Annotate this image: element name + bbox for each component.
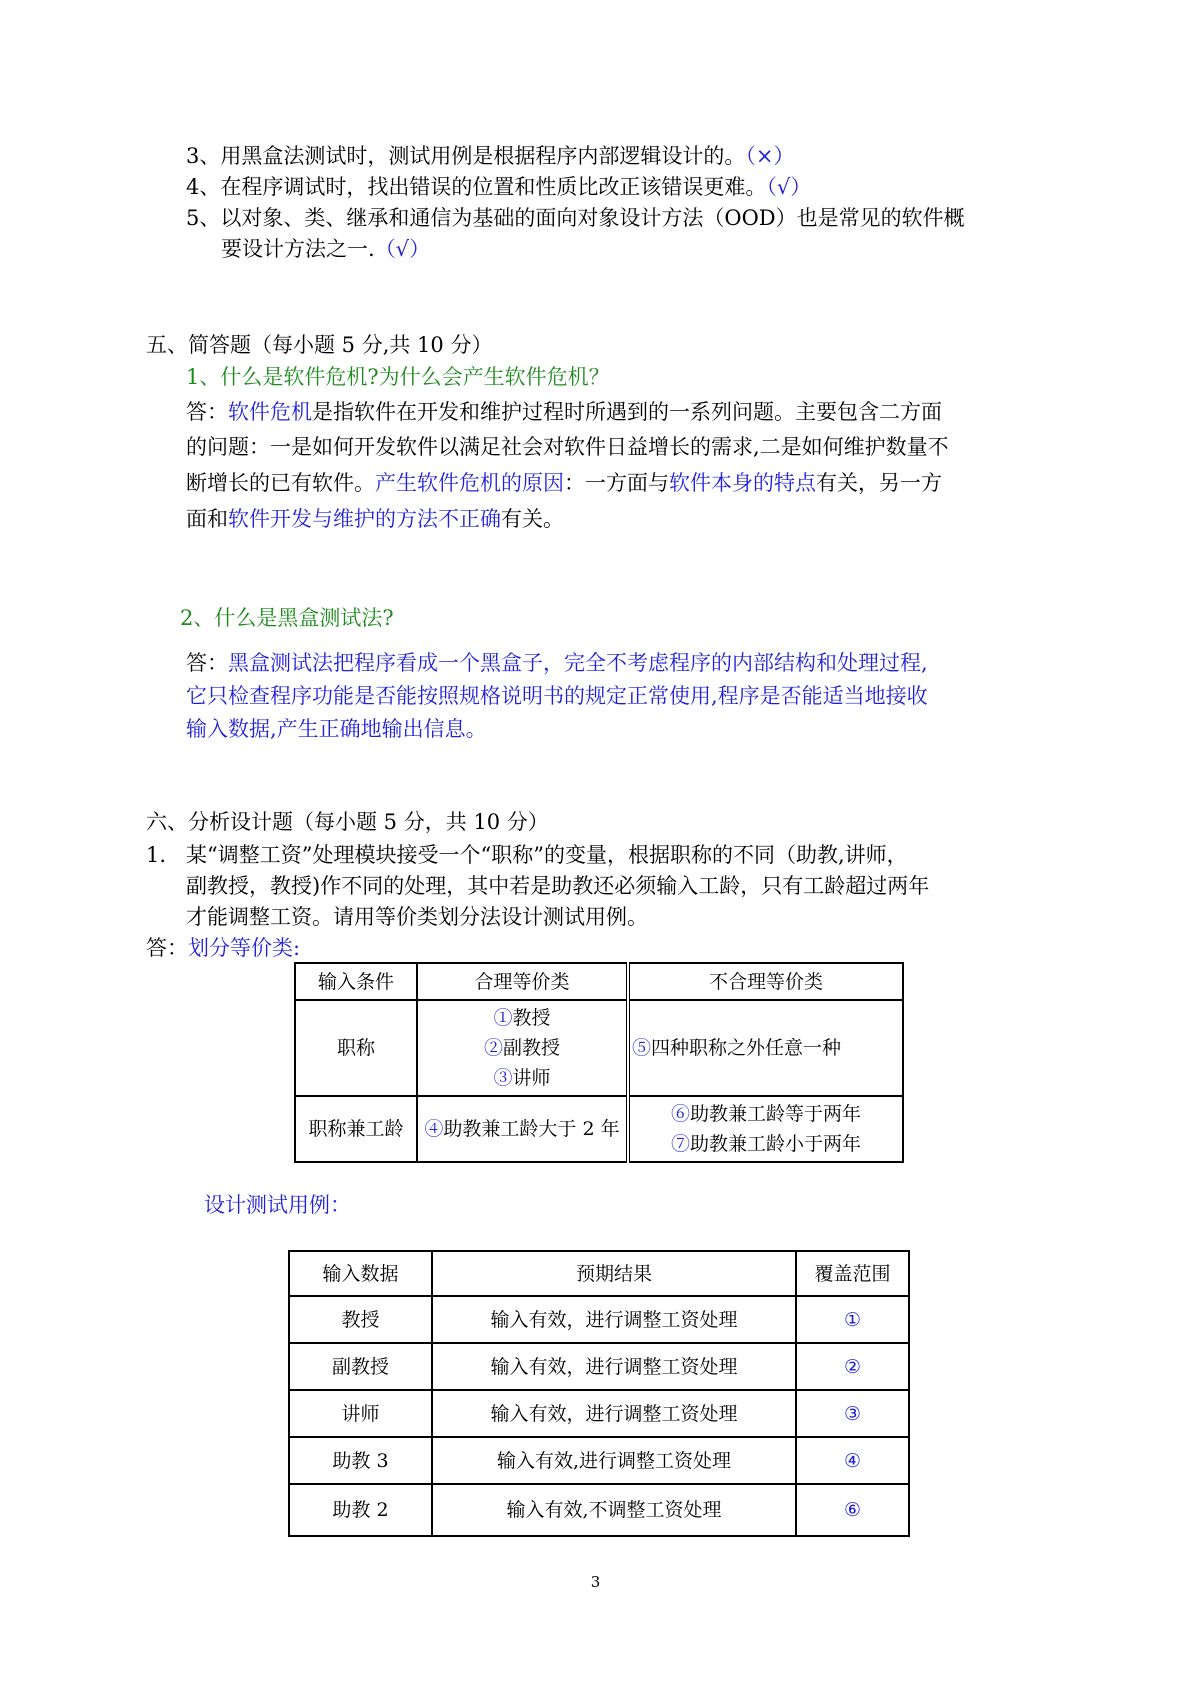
table-cell: [417, 1096, 628, 1162]
answer-text: 是指软件在开发和维护过程时所遇到的一系列问题。主要包含二方面: [312, 400, 942, 424]
valid-class-label: 讲师: [512, 1067, 551, 1089]
answer-term: 软件本身的特点: [669, 471, 816, 495]
expected-cell: 输入有效，进行调整工资处理: [432, 1390, 796, 1437]
answer-2-line-1: [186, 648, 928, 678]
table-row: [289, 1484, 909, 1536]
answer-1-line-3: [186, 468, 942, 498]
invalid-class-label: 四种职称之外任意一种: [651, 1037, 842, 1059]
input-cell: 副教授: [289, 1343, 432, 1390]
input-cell: 讲师: [289, 1390, 432, 1437]
item-number: 5、: [186, 206, 221, 230]
expected-cell: 输入有效，进行调整工资处理: [432, 1343, 796, 1390]
circle-number: ②: [483, 1037, 503, 1059]
question-number: 1.: [146, 843, 167, 867]
tf-item-3: [186, 141, 794, 171]
cover-cell: ③: [796, 1390, 909, 1437]
answer-term: 划分等价类:: [188, 936, 301, 960]
answer-label: [146, 933, 300, 963]
answer-text: 断增长的已有软件。: [186, 471, 375, 495]
cover-cell: ④: [796, 1437, 909, 1484]
circle-number: ③: [493, 1067, 513, 1089]
answer-text: 有关。: [501, 507, 564, 531]
question-line-3: 才能调整工资。请用等价类划分法设计测试用例。: [186, 905, 648, 929]
table-row: [289, 1437, 909, 1484]
cover-cell: ②: [796, 1343, 909, 1390]
answer-2-line-2: 它只检查程序功能是否能按照规格说明书的规定正常使用,程序是否能适当地接收: [186, 684, 928, 708]
answer-text: ：一方面与: [564, 471, 669, 495]
question-line-2: 副教授，教授)作不同的处理，其中若是助教还必须输入工龄，只有工龄超过两年: [186, 874, 930, 898]
answer-term: 产生软件危机的原因: [375, 471, 564, 495]
item-answer: （√）: [374, 237, 431, 261]
question-1: 1、什么是软件危机?为什么会产生软件危机？: [186, 365, 610, 389]
table-row: [289, 1296, 909, 1343]
circle-number: ⑤: [632, 1037, 652, 1059]
tf-item-5-continued: [221, 234, 430, 264]
equivalence-class-table: [294, 962, 904, 1163]
question-line-1: 某“调整工资”处理模块接受一个“职称”的变量，根据职称的不同（助教,讲师，: [186, 843, 908, 867]
answer-term: 软件危机: [228, 400, 312, 424]
item-number: 4、: [186, 175, 221, 199]
table-row: [289, 1390, 909, 1437]
answer-prefix: 答：: [186, 651, 228, 675]
valid-class-item: [418, 1063, 626, 1093]
item-text: 要设计方法之一.: [221, 237, 375, 261]
invalid-class-label: 助教兼工龄小于两年: [690, 1133, 862, 1155]
section5-title: 五、简答题（每小题 5 分,共 10 分）: [146, 333, 493, 357]
input-cell: 助教 3: [289, 1437, 432, 1484]
table-header: 预期结果: [432, 1251, 796, 1296]
question-2: 2、什么是黑盒测试法?: [180, 606, 394, 630]
item-number: 3、: [186, 144, 221, 168]
circle-number: ⑥: [670, 1103, 690, 1125]
answer-1-line-4: [186, 504, 564, 534]
expected-cell: 输入有效,不调整工资处理: [432, 1484, 796, 1536]
circle-number: ⑦: [670, 1133, 690, 1155]
answer-text: 有关，另一方: [816, 471, 942, 495]
invalid-class-label: 助教兼工龄等于两年: [690, 1103, 862, 1125]
answer-1-line-1: [186, 397, 942, 427]
item-answer: （√）: [766, 175, 812, 199]
table-header: 输入条件: [295, 963, 417, 1000]
input-cell: 教授: [289, 1296, 432, 1343]
section6-title: 六、分析设计题（每小题 5 分，共 10 分）: [146, 810, 549, 834]
answer-2-line-3: 输入数据,产生正确地输出信息。: [186, 717, 487, 741]
item-text: 在程序调试时，找出错误的位置和性质比改正该错误更难。: [220, 175, 767, 199]
answer-1-line-2: 的问题：一是如何开发软件以满足社会对软件日益增长的需求,二是如何维护数量不: [186, 435, 949, 459]
table-header: 不合理等价类: [628, 963, 903, 1000]
cover-cell: ⑥: [796, 1484, 909, 1536]
valid-class-label: 助教兼工龄大于 2 年: [443, 1118, 620, 1140]
input-cell: 助教 2: [289, 1484, 432, 1536]
expected-cell: 输入有效，进行调整工资处理: [432, 1296, 796, 1343]
table-row: [289, 1343, 909, 1390]
circle-number: ①: [493, 1007, 513, 1029]
design-test-cases-label: 设计测试用例：: [204, 1193, 351, 1217]
item-text: 用黑盒法测试时，测试用例是根据程序内部逻辑设计的。: [220, 144, 746, 168]
answer-text: 面和: [186, 507, 228, 531]
circle-number: ④: [424, 1118, 444, 1140]
item-text: 以对象、类、继承和通信为基础的面向对象设计方法（OOD）也是常见的软件概: [220, 206, 965, 230]
tf-item-5: [186, 203, 965, 233]
table-cell: 职称: [295, 1000, 417, 1096]
answer-term: 软件开发与维护的方法不正确: [228, 507, 501, 531]
expected-cell: 输入有效,进行调整工资处理: [432, 1437, 796, 1484]
valid-class-label: 副教授: [503, 1037, 561, 1059]
answer-prefix: 答：: [186, 400, 228, 424]
item-answer: （×）: [745, 144, 795, 168]
table-cell: [628, 1096, 903, 1162]
test-case-table: [288, 1250, 910, 1537]
table-header: 输入数据: [289, 1251, 432, 1296]
cover-cell: ①: [796, 1296, 909, 1343]
invalid-class-item: [630, 1099, 902, 1129]
table-cell: [628, 1000, 903, 1096]
valid-class-item: [418, 1003, 626, 1033]
answer-text: 黑盒测试法把程序看成一个黑盒子，完全不考虑程序的内部结构和处理过程,: [228, 651, 928, 675]
valid-class-item: [418, 1033, 626, 1063]
invalid-class-item: [630, 1129, 902, 1159]
tf-item-4: [186, 172, 811, 202]
table-cell: [417, 1000, 628, 1096]
answer-prefix: 答：: [146, 936, 188, 960]
table-header: 合理等价类: [417, 963, 628, 1000]
page-number: 3: [590, 1573, 601, 1591]
valid-class-label: 教授: [512, 1007, 551, 1029]
table-cell: 职称兼工龄: [295, 1096, 417, 1162]
table-header: 覆盖范围: [796, 1251, 909, 1296]
